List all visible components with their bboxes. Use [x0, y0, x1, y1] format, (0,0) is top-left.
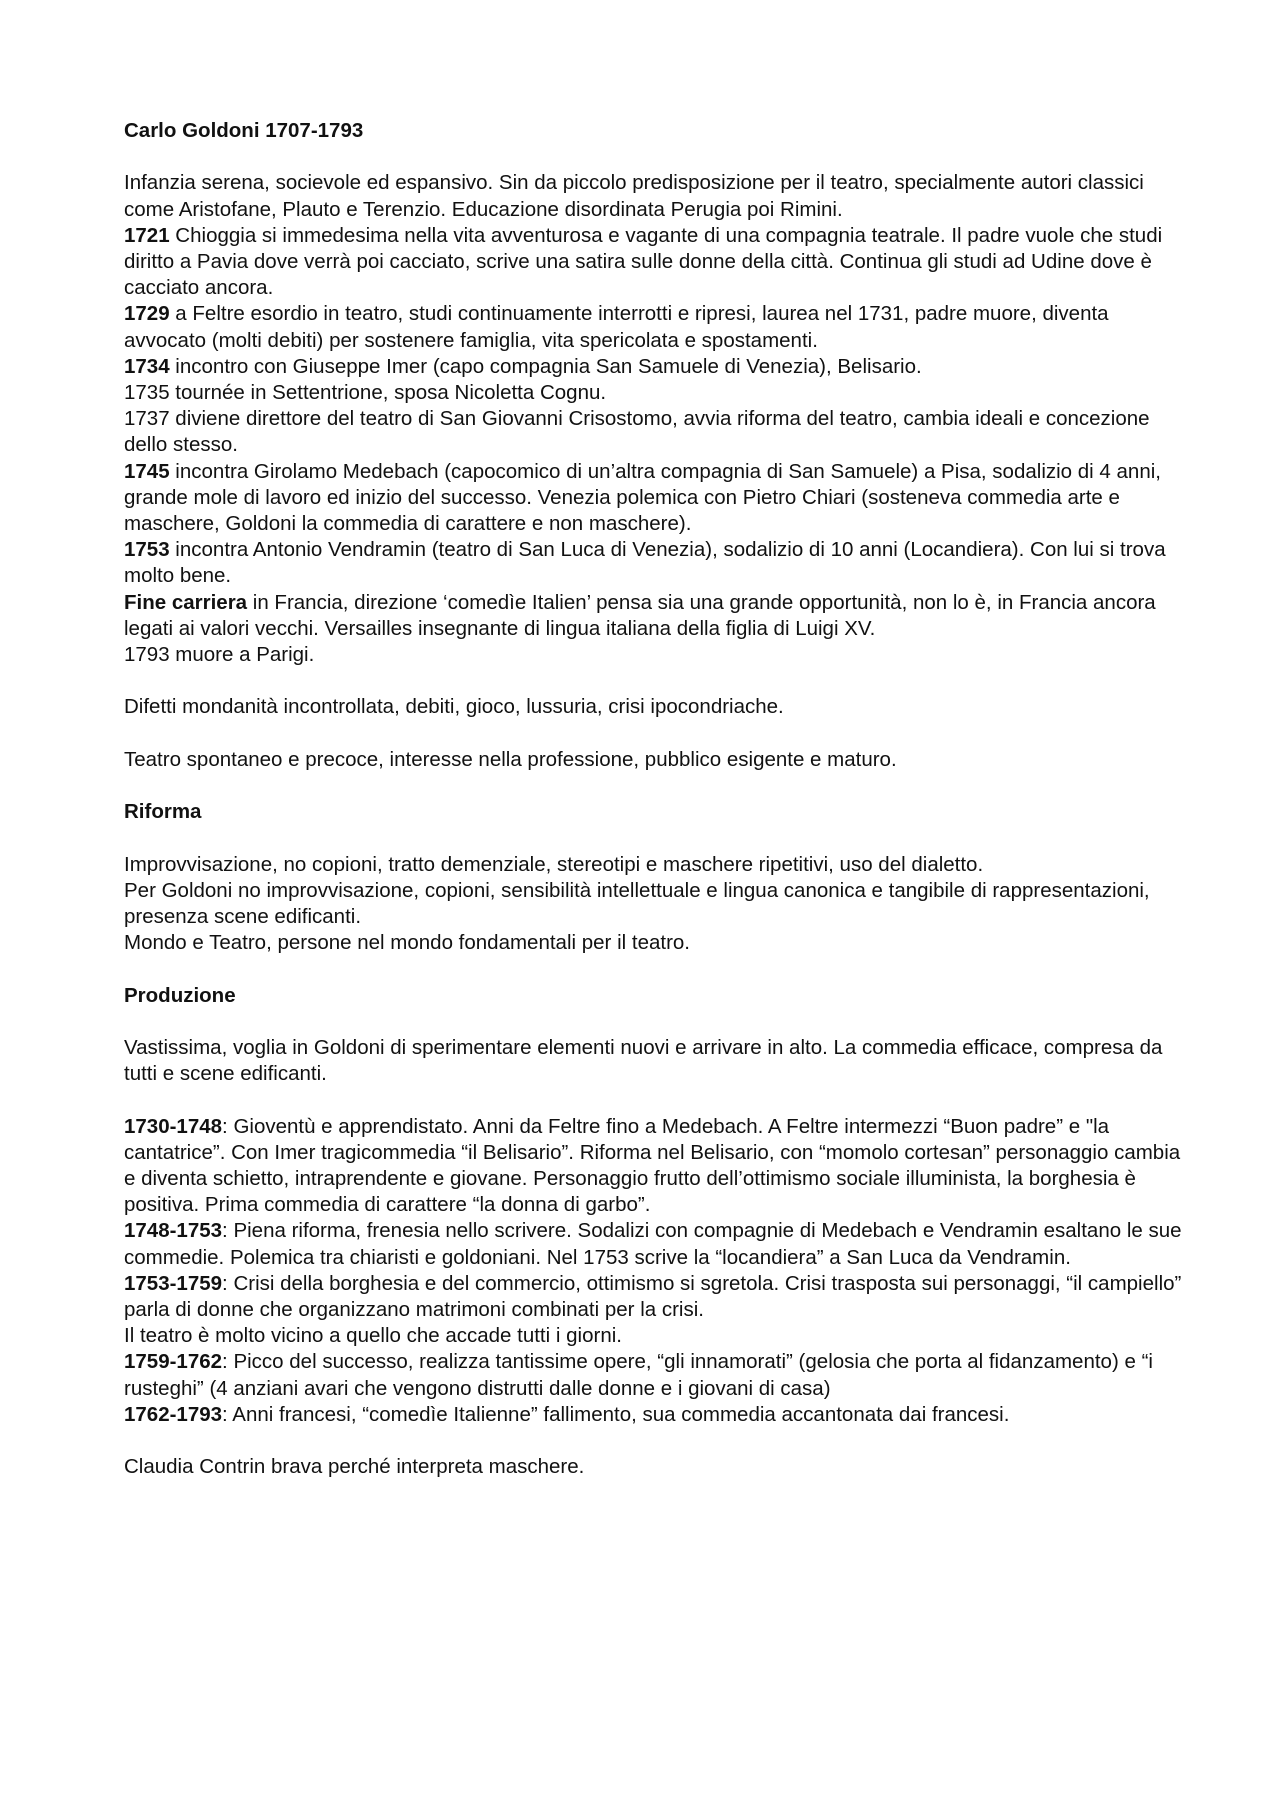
period-years: 1753-1759 — [124, 1271, 223, 1295]
period-years: 1748-1753 — [124, 1219, 223, 1243]
period-text: Il teatro è molto vicino a quello che accade tutti i giorni. — [124, 1324, 622, 1348]
period-years: 1730-1748 — [124, 1114, 223, 1138]
bio-text: incontra Antonio Vendramin (teatro di San Luca di Venezia), sodalizio di 10 anni (Locandiera). Con lui si trova molto bene. — [124, 538, 1166, 588]
period-paragraph — [124, 1271, 1184, 1323]
period-years: 1762-1793 — [124, 1402, 223, 1426]
bio-text: 1737 diviene direttore del teatro di San Giovanni Crisostomo, avvia riforma del teatro, cambia ideali e concezione dello stesso. — [124, 407, 1150, 457]
period-paragraph — [124, 1218, 1184, 1270]
period-paragraph — [124, 1323, 1184, 1349]
bio-year: 1745 — [124, 459, 170, 483]
spacer — [124, 956, 1184, 982]
period-text: : Piena riforma, frenesia nello scrivere. Sodalizi con compagnie di Medebach e Vendramin esaltano le sue commedie. Polemica tra chiaristi e goldoniani. Nel 1753 scrive la “locandiera” a San Luca da Vendramin. — [124, 1219, 1182, 1269]
riforma-section — [124, 799, 1184, 956]
spacer — [124, 1087, 1184, 1113]
difetti-paragraph: Difetti mondanità incontrollata, debiti, gioco, lussuria, crisi ipocondriache. — [124, 695, 784, 719]
period-text: : Picco del successo, realizza tantissime opere, “gli innamorati” (gelosia che porta al fidanzamento) e “i rusteghi” (4 anziani avari che vengono distrutti dalle donne e i giovani di casa) — [124, 1350, 1153, 1400]
spacer — [124, 825, 1184, 851]
spacer — [124, 773, 1184, 799]
spacer — [124, 144, 1184, 170]
bio-paragraph — [124, 170, 1184, 222]
bio-paragraph — [124, 380, 1184, 406]
period-text: : Gioventù e apprendistato. Anni da Feltre fino a Medebach. A Feltre intermezzi “Buon padre” e "la cantatrice”. Con Imer tragicommedia “il Belisario”. Riforma nel Belisario, con “momolo cortesan” personaggio cambia e diventa schietto, intraprendente e giovane. Personaggio frutto dell’ottimismo sociale illuminista, la borghesia è positiva. Prima commedia di carattere “la donna di garbo”. — [124, 1114, 1181, 1217]
spacer — [124, 1428, 1184, 1454]
period-years: 1759-1762 — [124, 1350, 223, 1374]
bio-text: 1793 muore a Parigi. — [124, 643, 315, 667]
bio-text: incontra Girolamo Medebach (capocomico di un’altra compagnia di San Samuele) a Pisa, sodalizio di 4 anni, grande mole di lavoro ed inizio del successo. Venezia polemica con Pietro Chiari (sosteneva commedia arte e maschere, Goldoni la commedia di carattere e non maschere). — [124, 459, 1161, 536]
bio-paragraph — [124, 406, 1184, 458]
bio-year: 1753 — [124, 538, 170, 562]
teatro-paragraph: Teatro spontaneo e precoce, interesse nella professione, pubblico esigente e maturo. — [124, 747, 897, 771]
bio-paragraph — [124, 459, 1184, 538]
document-title: Carlo Goldoni 1707-1793 — [124, 119, 364, 142]
bio-year: 1729 — [124, 302, 170, 326]
period-paragraph — [124, 1349, 1184, 1401]
bio-text: Infanzia serena, socievole ed espansivo. Sin da piccolo predisposizione per il teatro, specialmente autori classici come Aristofane, Plauto e Terenzio. Educazione disordinata Perugia poi Rimini. — [124, 171, 1144, 221]
period-text: : Anni francesi, “comedìe Italienne” fallimento, sua commedia accantonata dai francesi. — [222, 1402, 1010, 1426]
produzione-intro: Vastissima, voglia in Goldoni di sperimentare elementi nuovi e arrivare in alto. La commedia efficace, compresa da tutti e scene edificanti. — [124, 1036, 1163, 1086]
bio-year: 1721 — [124, 223, 170, 247]
bio-paragraph — [124, 301, 1184, 353]
bio-year: 1734 — [124, 354, 170, 378]
period-text: : Crisi della borghesia e del commercio, ottimismo si sgretola. Crisi trasposta sui personaggi, “il campiello” parla di donne che organizzano matrimoni combinati per la crisi. — [124, 1271, 1182, 1322]
period-paragraph — [124, 1402, 1184, 1428]
period-paragraph — [124, 1114, 1184, 1219]
bio-paragraph — [124, 537, 1184, 589]
bio-paragraph — [124, 223, 1184, 302]
bio-text: Chioggia si immedesima nella vita avventurosa e vagante di una compagnia teatrale. Il padre vuole che studi diritto a Pavia dove verrà poi cacciato, scrive una satira sulle donne della città. Continua gli studi ad Udine dove è cacciato ancora. — [124, 223, 1163, 300]
bio-paragraph — [124, 590, 1184, 642]
bio-text: a Feltre esordio in teatro, studi continuamente interrotti e ripresi, laurea nel 1731, padre muore, diventa avvocato (molti debiti) per sostenere famiglia, vita spericolata e spostamenti. — [124, 302, 1109, 352]
spacer — [124, 668, 1184, 694]
document-page — [124, 118, 1184, 1480]
riforma-line: Improvvisazione, no copioni, tratto demenziale, stereotipi e maschere ripetitivi, uso del dialetto. — [124, 852, 984, 876]
bio-text: incontro con Giuseppe Imer (capo compagnia San Samuele di Venezia), Belisario. — [169, 354, 922, 378]
spacer — [124, 1009, 1184, 1035]
riforma-line: Per Goldoni no improvvisazione, copioni, sensibilità intellettuale e lingua canonica e tangibile di rappresentazioni, presenza scene edificanti. — [124, 878, 1150, 929]
bio-paragraph — [124, 642, 1184, 668]
bio-text: in Francia, direzione ‘comedìe Italien’ pensa sia una grande opportunità, non lo è, in Francia ancora legati ai valori vecchi. Versailles insegnante di lingua italiana della figlia di Luigi XV. — [124, 590, 1156, 640]
closing-paragraph: Claudia Contrin brava perché interpreta maschere. — [124, 1455, 585, 1479]
bio-text: 1735 tournée in Settentrione, sposa Nicoletta Cognu. — [124, 381, 607, 405]
riforma-line: Mondo e Teatro, persone nel mondo fondamentali per il teatro. — [124, 931, 691, 955]
spacer — [124, 721, 1184, 747]
section-heading-riforma: Riforma — [124, 800, 202, 824]
bio-year: Fine carriera — [124, 590, 248, 614]
biography-section — [124, 170, 1184, 668]
bio-paragraph — [124, 354, 1184, 380]
section-heading-produzione: Produzione — [124, 983, 236, 1007]
produzione-section — [124, 983, 1184, 1428]
